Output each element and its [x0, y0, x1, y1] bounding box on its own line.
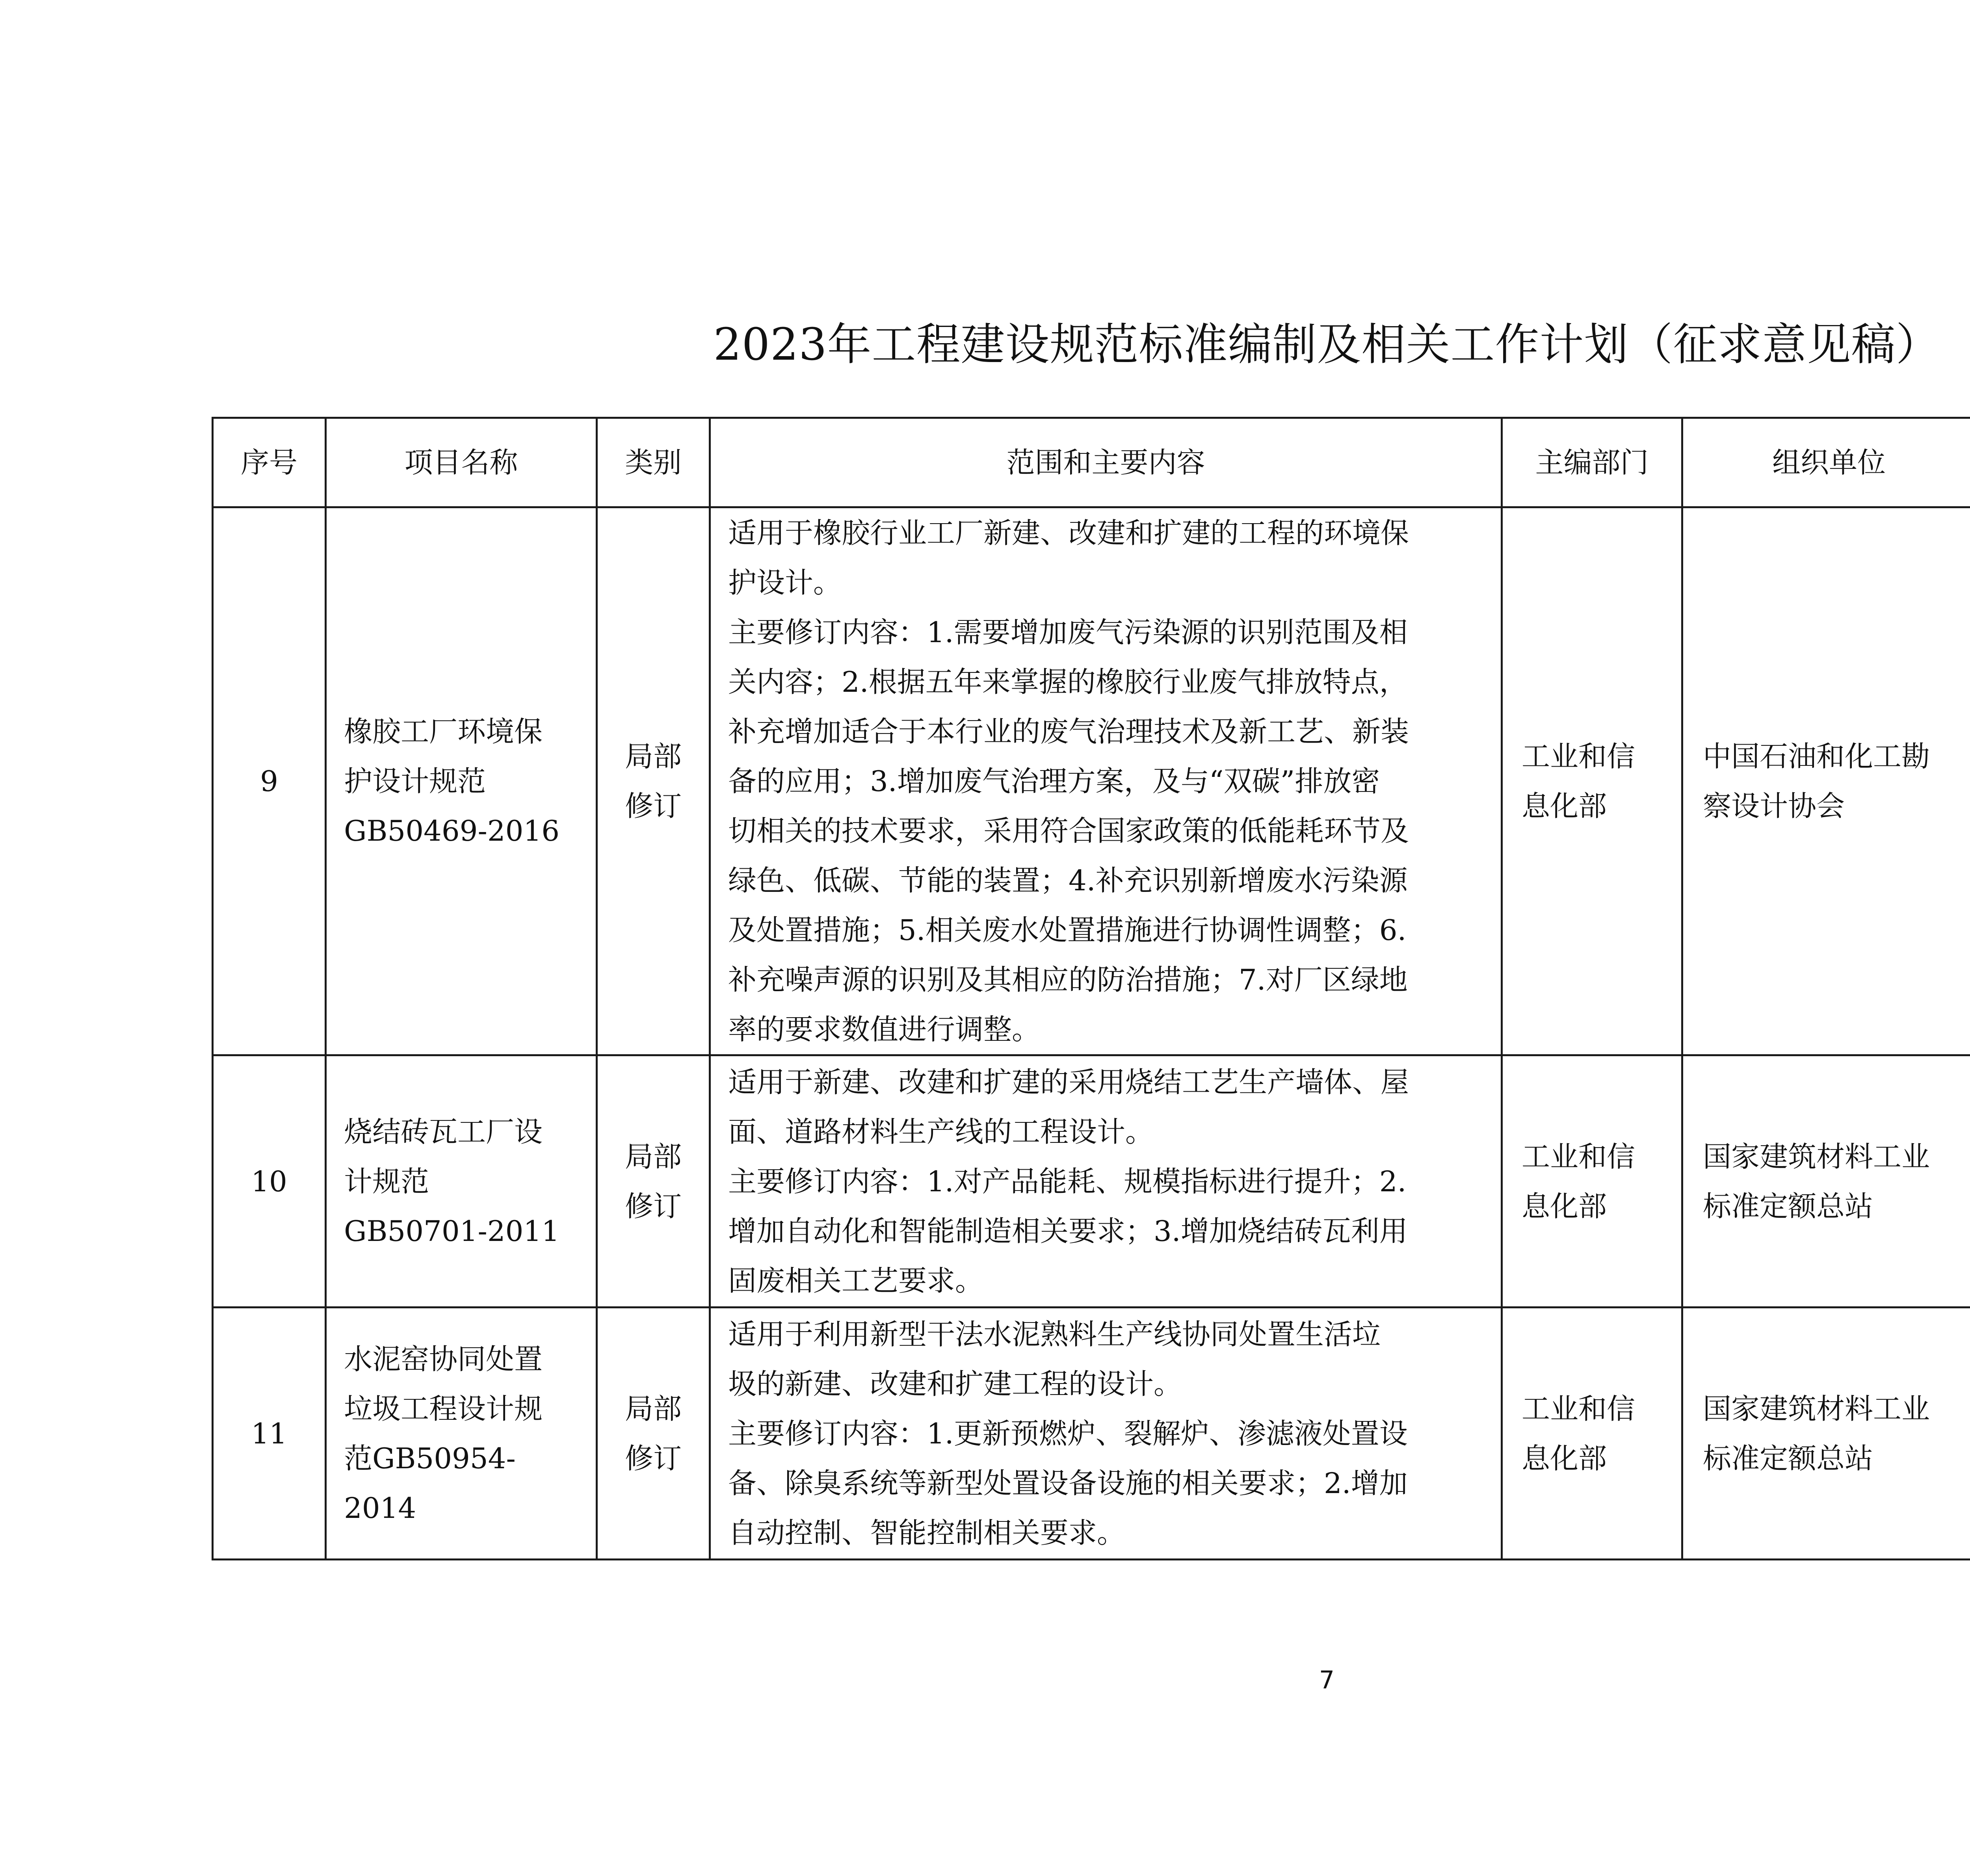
cell-line: 修订 [624, 1189, 682, 1223]
cell-line: 国家建筑材料工业 [1703, 1140, 1930, 1173]
cell-line: 计规范 [344, 1165, 429, 1198]
cell-line: 主要修订内容：1.对产品能耗、规模指标进行提升；2. [728, 1165, 1407, 1198]
cell-line: 息化部 [1522, 1441, 1607, 1475]
work-plan-table [212, 417, 1970, 1560]
cell-line: 备的应用；3.增加废气治理方案，及与“双碳”排放密 [728, 765, 1380, 798]
cell-line: 面、道路材料生产线的工程设计。 [728, 1115, 1154, 1148]
header-cell: 类别 [597, 418, 710, 507]
cell-line: 工业和信 [1522, 1140, 1635, 1173]
cell-line: 护设计。 [728, 566, 842, 599]
editing-department [1502, 1055, 1682, 1308]
cell-line: 垃圾工程设计规 [344, 1392, 543, 1425]
cell-line: GB50469-2016 [344, 814, 560, 847]
header-cell: 序号 [213, 418, 326, 507]
cell-line: 范GB50954-2014 [344, 1441, 516, 1525]
cell-line: 局部 [624, 1140, 682, 1173]
scope-content [710, 1055, 1502, 1308]
cell-line: 工业和信 [1522, 740, 1635, 773]
cell-line: 水泥窑协同处置 [344, 1342, 543, 1376]
table-row [213, 1055, 1970, 1308]
cell-line: 切相关的技术要求，采用符合国家政策的低能耗环节及 [728, 814, 1409, 847]
cell-line: 补充噪声源的识别及其相应的防治措施；7.对厂区绿地 [728, 963, 1408, 996]
cell-line: 关内容；2.根据五年来掌握的橡胶行业废气排放特点， [728, 665, 1408, 698]
row-number: 11 [213, 1308, 326, 1560]
header-cell: 主编部门 [1502, 418, 1682, 507]
cell-line: 标准定额总站 [1703, 1441, 1873, 1475]
table-row [213, 1308, 1970, 1560]
cell-line: 主要修订内容：1.更新预燃炉、裂解炉、渗滤液处置设 [728, 1417, 1408, 1450]
organizing-unit [1682, 1055, 1970, 1308]
editing-department [1502, 507, 1682, 1055]
editing-department [1502, 1308, 1682, 1560]
cell-line: 息化部 [1522, 1189, 1607, 1223]
cell-line: 国家建筑材料工业 [1703, 1392, 1930, 1425]
organizing-unit [1682, 1308, 1970, 1560]
cell-line: 橡胶工厂环境保 [344, 715, 543, 748]
cell-line: 固废相关工艺要求。 [728, 1264, 984, 1297]
cell-line: 自动控制、智能控制相关要求。 [728, 1516, 1126, 1549]
cell-line: 护设计规范 [344, 765, 486, 798]
cell-line: 修订 [624, 789, 682, 823]
cell-line: 中国石油和化工勘 [1703, 740, 1930, 773]
cell-line: 及处置措施；5.相关废水处置措施进行协调性调整；6. [728, 914, 1407, 947]
cell-line: 修订 [624, 1441, 682, 1475]
cell-line: 局部 [624, 740, 682, 773]
cell-line: 适用于新建、改建和扩建的采用烧结工艺生产墙体、屋 [728, 1065, 1409, 1099]
cell-line: 主要修订内容：1.需要增加废气污染源的识别范围及相 [728, 616, 1408, 649]
scope-content [710, 1308, 1502, 1560]
header-cell: 组织单位 [1682, 418, 1970, 507]
header-cell: 项目名称 [326, 418, 597, 507]
row-number: 9 [213, 507, 326, 1055]
scope-content [710, 507, 1502, 1055]
cell-line: 适用于橡胶行业工厂新建、改建和扩建的工程的环境保 [728, 516, 1409, 550]
page-number: 7 [1319, 1666, 1335, 1694]
cell-line: 备、除臭系统等新型处置设备设施的相关要求；2.增加 [728, 1466, 1408, 1500]
cell-line: 烧结砖瓦工厂设 [344, 1115, 543, 1148]
project-name [326, 1055, 597, 1308]
category [597, 1055, 710, 1308]
cell-line: 息化部 [1522, 789, 1607, 823]
cell-line: 圾的新建、改建和扩建工程的设计。 [728, 1367, 1182, 1400]
header-cell: 范围和主要内容 [710, 418, 1502, 507]
cell-line: 标准定额总站 [1703, 1189, 1873, 1223]
cell-line: GB50701-2011 [344, 1214, 560, 1248]
cell-line: 率的要求数值进行调整。 [728, 1013, 1041, 1046]
document-title: 2023年工程建设规范标准编制及相关工作计划（征求意见稿） [713, 319, 1940, 370]
category [597, 1308, 710, 1560]
cell-line: 增加自动化和智能制造相关要求；3.增加烧结砖瓦利用 [728, 1214, 1408, 1248]
cell-line: 察设计协会 [1703, 789, 1845, 823]
organizing-unit [1682, 507, 1970, 1055]
cell-line: 工业和信 [1522, 1392, 1635, 1425]
cell-line: 绿色、低碳、节能的装置；4.补充识别新增废水污染源 [728, 864, 1408, 897]
cell-line: 局部 [624, 1392, 682, 1425]
cell-line: 适用于利用新型干法水泥熟料生产线协同处置生活垃 [728, 1317, 1381, 1351]
table-row [213, 507, 1970, 1055]
table-body [213, 507, 1970, 1560]
table-header-row [213, 418, 1970, 507]
row-number: 10 [213, 1055, 326, 1308]
cell-line: 补充增加适合于本行业的废气治理技术及新工艺、新装 [728, 715, 1409, 748]
category [597, 507, 710, 1055]
project-name [326, 1308, 597, 1560]
project-name [326, 507, 597, 1055]
